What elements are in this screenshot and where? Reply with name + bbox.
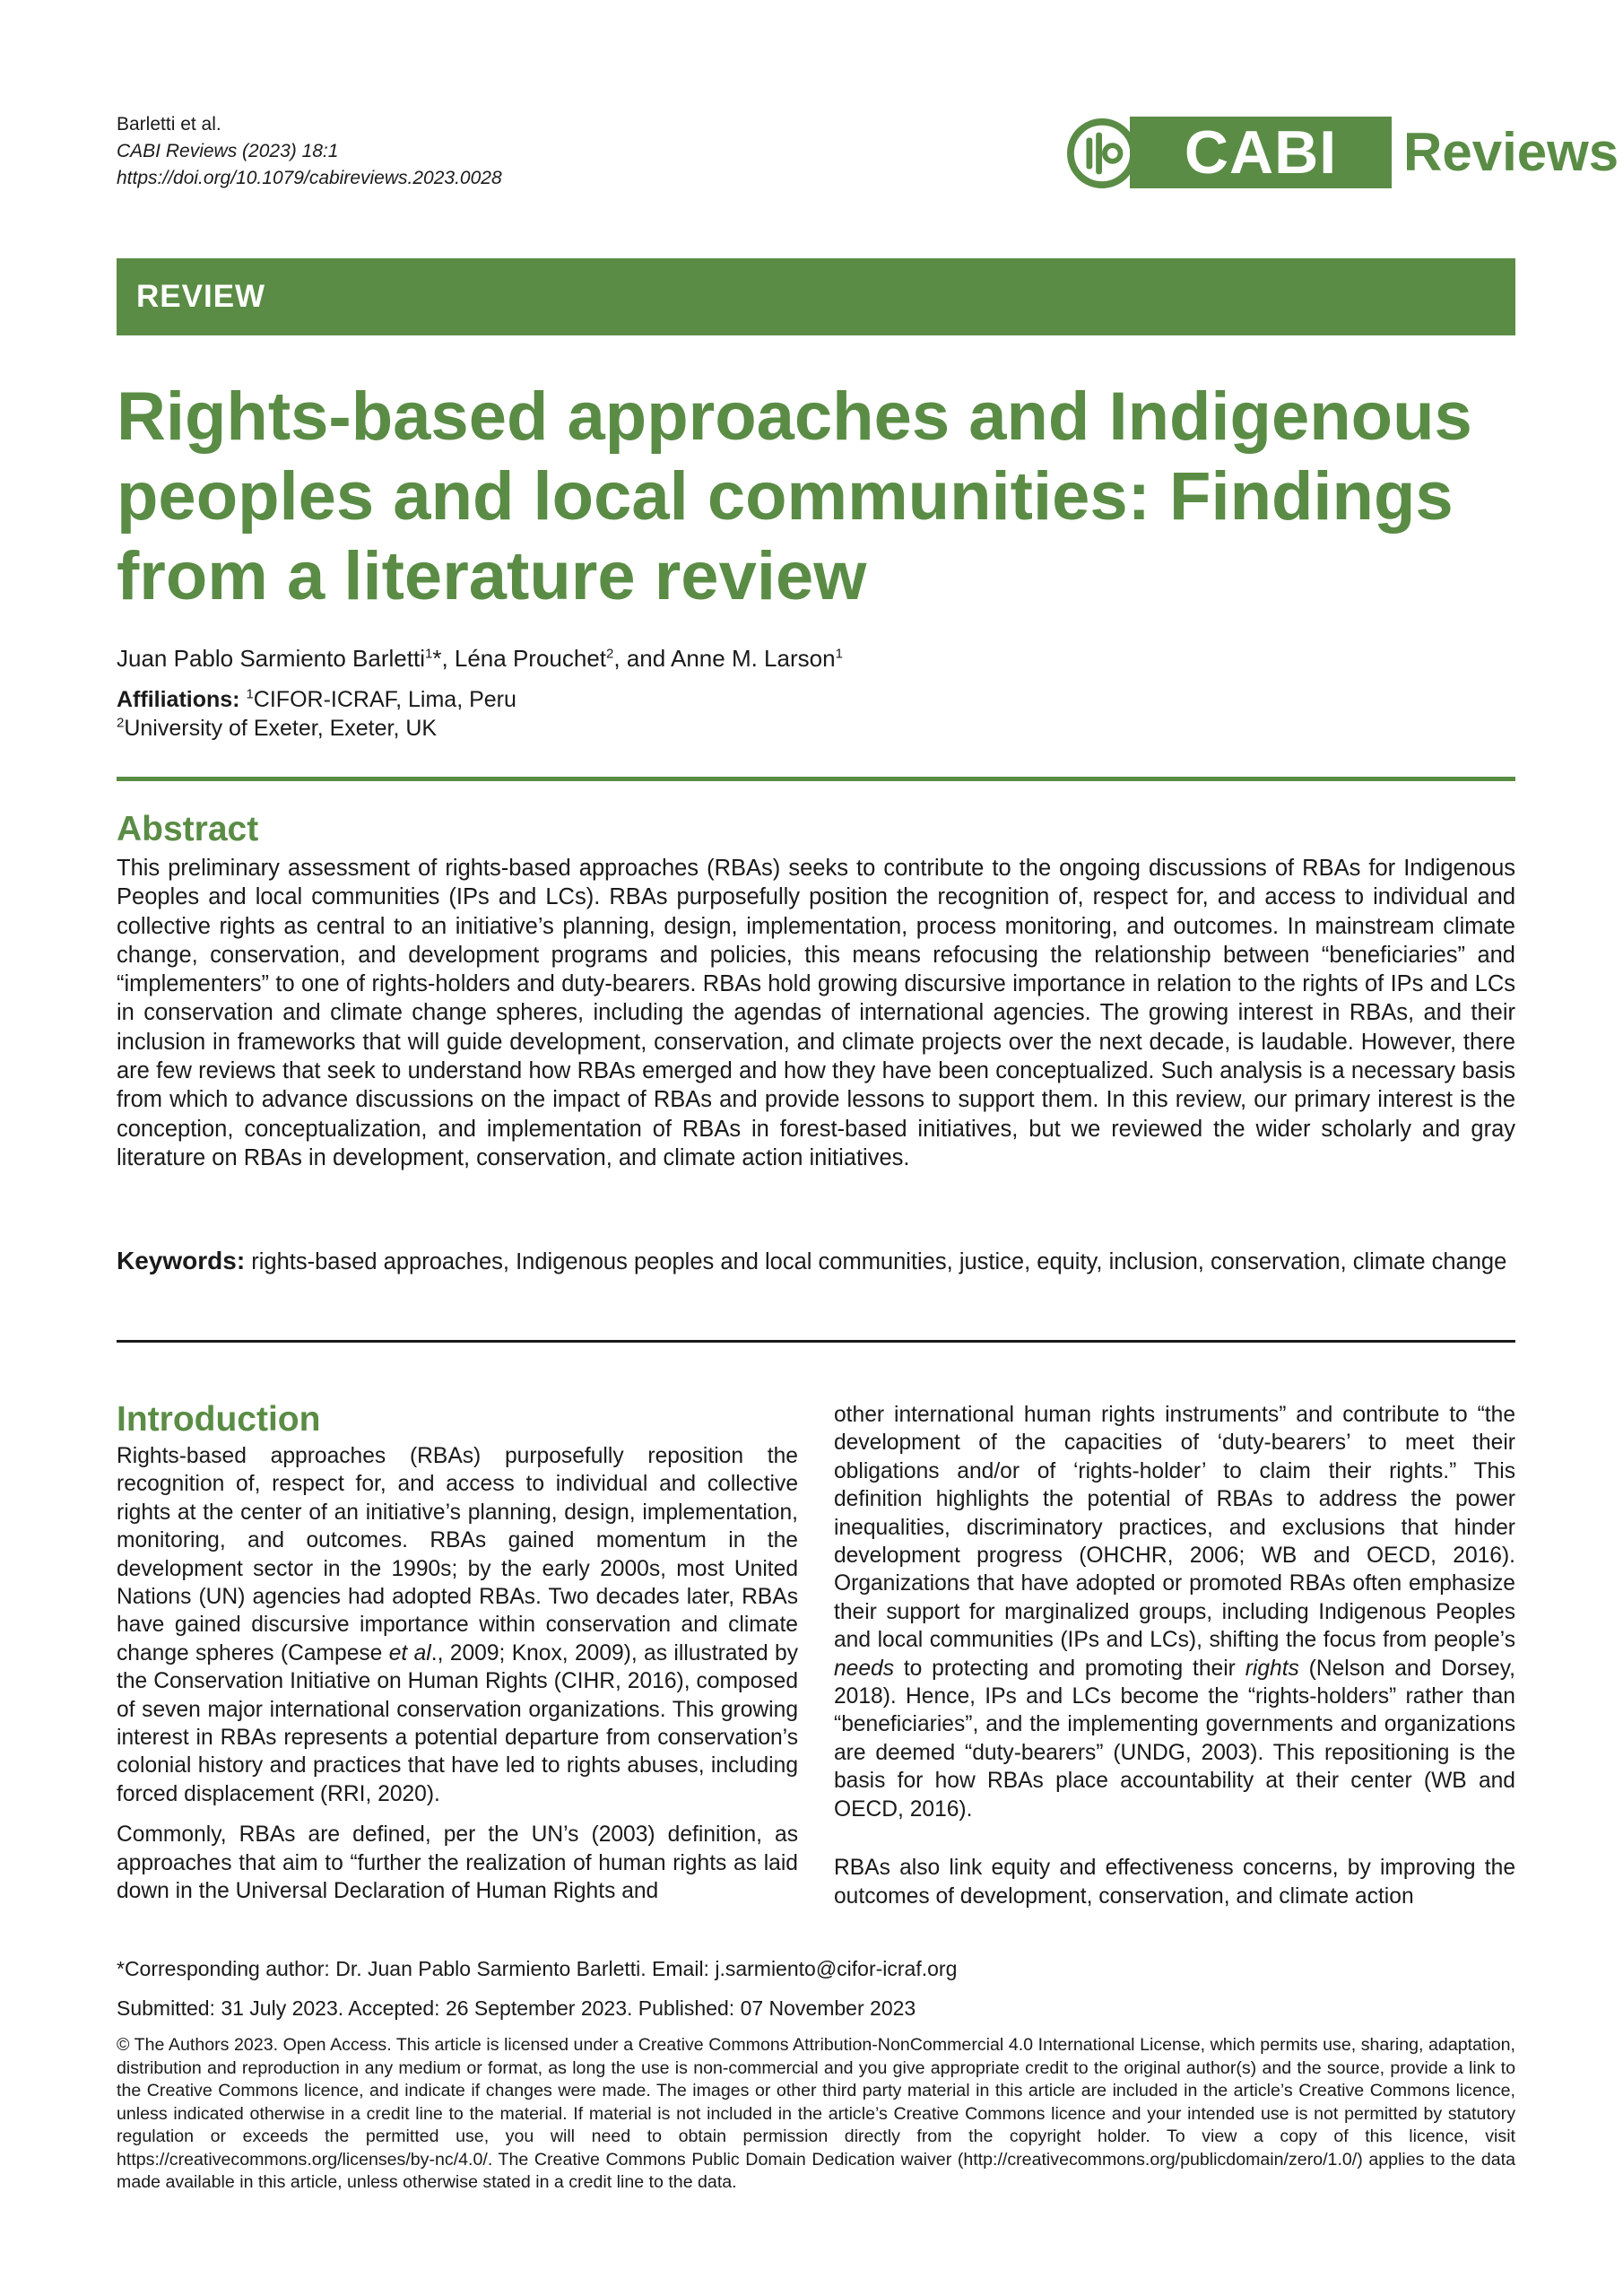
affiliation-number: 1 bbox=[246, 686, 254, 702]
affiliation-number: 2 bbox=[117, 715, 125, 731]
keywords bbox=[117, 1247, 1515, 1276]
publication-dates: Submitted: 31 July 2023. Accepted: 26 September 2023. Published: 07 November 2023 bbox=[117, 1996, 916, 2020]
license-statement: © The Authors 2023. Open Access. This article is licensed under a Creative Commons Attribution-NonCommercial 4.0 International License, which permits use, sharing, adaptation, distribution and reproduction in any medium or format, as long the use is non-commercial and you give appropriate credit to the original author(s) and the source, provide a link to the Creative Commons licence, and indicate if changes were made. The images or other third party material in this article are included in the article’s Creative Commons licence, unless indicated otherwise in a credit line to the material. If material is not included in the article’s Creative Commons licence and your intended use is not permitted by statutory regulation or exceeds the permitted use, you will need to obtain permission directly from the copyright holder. To view a copy of this licence, visit https://creativecommons.org/licenses/by-nc/4.0/. The Creative Commons Public Domain Dedication waiver (http://creativecommons.org/publicdomain/zero/1.0/) applies to the data made available in this article, unless otherwise stated in a credit line to the data. bbox=[117, 2035, 1515, 2192]
body-paragraph: RBAs also link equity and effectiveness concerns, by improving the outcomes of development, conservation, and climate action bbox=[834, 1856, 1515, 1909]
body-paragraph bbox=[834, 1401, 1515, 1823]
author-name: Léna Prouchet bbox=[454, 645, 607, 672]
affiliations bbox=[117, 685, 1515, 743]
cabi-reviews-logo bbox=[1067, 117, 1619, 188]
text-run: ., 2009; Knox, 2009), as illustrated by the Conservation Initiative on Human Rights (CIHR, 2016), composed of seven major international conservation organizations. This growing interest in RBAs represents a potential departure from conservation’s colonial history and practices that have led to rights abuses, including forced displacement (RRI, 2020). bbox=[117, 1640, 798, 1806]
text-run: other international human rights instruments” and contribute to “the development of the capacities of ‘duty-bearers’ to meet their obligations and/or of ‘rights-holder’ to claim their rights.” This definition highlights the potential of RBAs to address the power inequalities, discriminatory practices, and exclusions that hinder development progress (OHCHR, 2006; WB and OECD, 2016). Organizations that have adopted or promoted RBAs often emphasize their support for marginalized groups, including Indigenous Peoples and local communities (IPs and LCs), shifting the focus from people’s bbox=[834, 1403, 1515, 1653]
author-affiliation-mark: 1 bbox=[835, 646, 843, 662]
corresponding-author-note: *Corresponding author: Dr. Juan Pablo Sarmiento Barletti. Email: j.sarmiento@cifor-icraf.org bbox=[117, 1957, 958, 1980]
text-run: (Nelson and Dorsey, 2018). Hence, IPs and LCs become the “rights-holders” rather than “beneficiaries”, and the implementing governments and organizations are deemed “duty-bearers” (UNDG, 2003). This repositioning is the basis for how RBAs place accountability at their center (WB and OECD, 2016). bbox=[834, 1656, 1515, 1822]
affiliation-text: University of Exeter, Exeter, UK bbox=[124, 716, 438, 741]
text-run: Rights-based approaches (RBAs) purposefully reposition the recognition of, respect for, and access to individual and collective rights at the center of an initiative’s planning, design, implementation, monitoring, and outcomes. RBAs gained momentum in the development sector in the 1990s; by the early 2000s, most United Nations (UN) agencies had adopted RBAs. Two decades later, RBAs have gained discursive importance within conservation and climate change spheres (Campese bbox=[117, 1444, 798, 1665]
affiliations-label: Affiliations: bbox=[117, 687, 240, 712]
article-type-label: REVIEW bbox=[136, 279, 266, 314]
abstract-text: This preliminary assessment of rights-based approaches (RBAs) seeks to contribute to the ongoing discussions of RBAs for Indigenous Peoples and local communities (IPs and LCs). RBAs purposefully position the recognition of, respect for, and access to individual and collective rights as central to an initiative’s planning, design, implementation, process monitoring, and outcomes. In mainstream climate change, conservation, and development programs and policies, this means refocusing the relationship between “beneficiaries” and “implementers” to one of rights-holders and duty-bearers. RBAs hold growing discursive importance in relation to the rights of IPs and LCs in conservation and climate change spheres, including the agendas of international agencies. The growing interest in RBAs, and their inclusion in frameworks that will guide development, conservation, and climate projects over the next decade, is laudable. However, there are few reviews that seek to understand how RBAs emerged and how they have been conceptualized. Such analysis is a necessary basis from which to advance discussions on the impact of RBAs and provide lessons to support them. In this review, our primary interest is the conception, conceptualization, and implementation of RBAs in forest-based initiatives, but we reviewed the wider scholarly and gray literature on RBAs in development, conservation, and climate action initiatives. bbox=[117, 856, 1515, 1170]
affiliation-line bbox=[117, 714, 1515, 743]
introduction-heading: Introduction bbox=[117, 1400, 321, 1439]
running-authors: Barletti et al. bbox=[117, 114, 221, 135]
author-name: Juan Pablo Sarmiento Barletti bbox=[117, 645, 425, 672]
author-affiliation-mark: 1 bbox=[424, 646, 433, 662]
footnotes bbox=[117, 1955, 1515, 2195]
keywords-text: rights-based approaches, Indigenous peoples and local communities, justice, equity, inclusion, conservation, climate change bbox=[251, 1249, 1507, 1274]
article-type-banner bbox=[117, 258, 1515, 335]
logo-cabi-text: CABI bbox=[1130, 117, 1392, 188]
article-title: Rights-based approaches and Indigenous peoples and local communities: Findings from a literature review bbox=[117, 378, 1472, 614]
author-separator: , and bbox=[613, 645, 671, 672]
body-column-left bbox=[117, 1442, 798, 1918]
article-meta bbox=[117, 111, 655, 192]
logo-reviews-text: Reviews bbox=[1403, 122, 1619, 182]
author-affiliation-mark: 2 bbox=[606, 646, 614, 662]
body-column-right bbox=[834, 1401, 1515, 1923]
emphasis-text: rights bbox=[1245, 1656, 1299, 1681]
journal-citation: CABI Reviews (2023) 18:1 bbox=[117, 141, 339, 161]
doi-link[interactable]: https://doi.org/10.1079/cabireviews.2023.0028 bbox=[117, 168, 502, 188]
body-paragraph: Commonly, RBAs are defined, per the UN’s (2003) definition, as approaches that aim to “further the realization of human rights as laid down in the Universal Declaration of Human Rights and bbox=[117, 1822, 798, 1904]
affiliation-line bbox=[117, 685, 1515, 714]
corresponding-author-mark: * bbox=[432, 645, 442, 672]
affiliation-text: CIFOR-ICRAF, Lima, Peru bbox=[253, 687, 516, 712]
section-divider-green bbox=[117, 777, 1515, 781]
author-list bbox=[117, 642, 1515, 674]
section-divider-black bbox=[117, 1340, 1515, 1343]
text-run: to protecting and promoting their bbox=[894, 1656, 1245, 1681]
author-name: Anne M. Larson bbox=[671, 645, 836, 672]
emphasis-text: et al bbox=[388, 1640, 431, 1665]
emphasis-text: needs bbox=[834, 1656, 895, 1681]
keywords-label: Keywords: bbox=[117, 1247, 246, 1274]
author-separator: , bbox=[441, 645, 455, 672]
cabi-emblem-icon bbox=[1067, 118, 1137, 188]
body-paragraph bbox=[117, 1442, 798, 1808]
abstract-heading: Abstract bbox=[117, 810, 259, 848]
